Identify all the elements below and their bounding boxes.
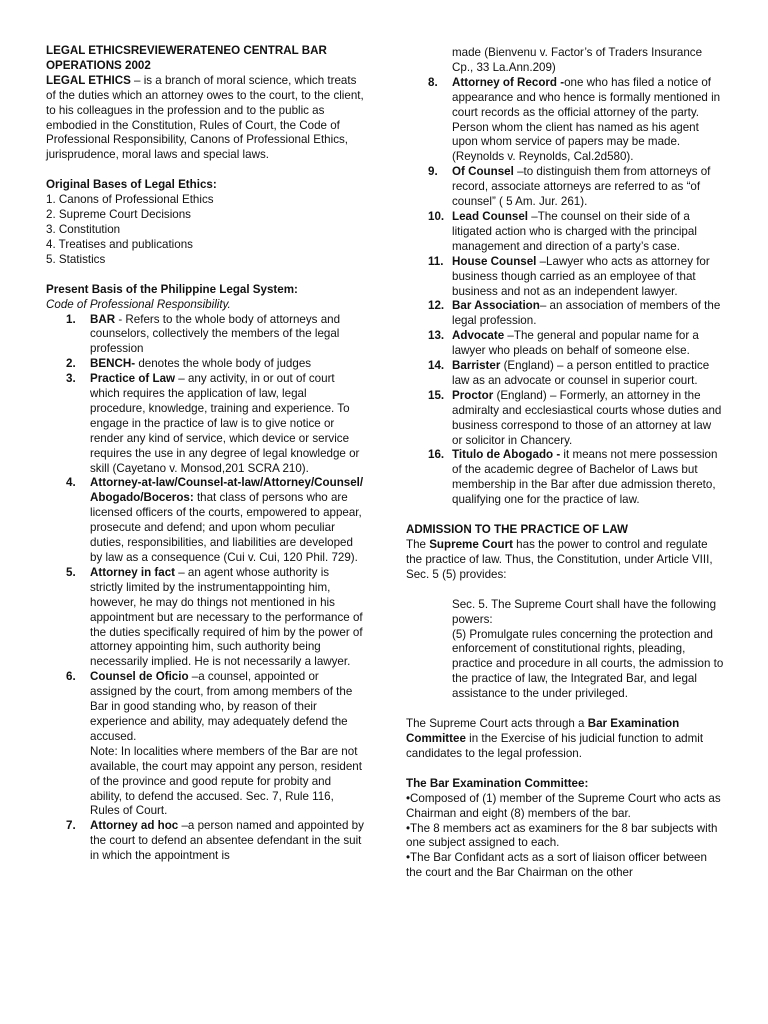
quote-line: (5) Promulgate rules concerning the protection and enforcement of constitutional rights, pleading, practice and procedure in all courts, the admission to the practice of law, the Integrated Bar, and legal assistance to the under privileged. — [452, 627, 724, 701]
definition-item — [46, 566, 364, 670]
definition-term: Counsel de Oficio — [90, 670, 189, 684]
item-number: 13. — [428, 329, 445, 343]
item-number: 12. — [428, 299, 445, 313]
definition-item — [46, 357, 364, 372]
definition-term: Lead Counsel — [452, 209, 529, 223]
original-basis-item: 1. Canons of Professional Ethics — [46, 193, 214, 207]
item-number: 8. — [428, 75, 438, 89]
committee-bullet: •Composed of (1) member of the Supreme Court who acts as Chairman and eight (8) members of the bar. — [406, 791, 721, 820]
definition-text: (England) – Formerly, an attorney in the admiralty and ecclesiastical courts whose duties and business correspond to those of an attorney at law or solicitor in Chancery. — [452, 388, 722, 447]
original-basis-item: 3. Constitution — [46, 222, 121, 236]
definition-term: Barrister — [452, 359, 501, 373]
definition-term: Titulo de Abogado - — [452, 448, 561, 462]
item-number: 15. — [428, 388, 445, 402]
definition-item — [406, 165, 724, 210]
legal-ethics-text: – is a branch of moral science, which treats of the duties which an attorney owes to the court, to the client, to his colleagues in the profession and to the public as embodied in the Constitution, Rules of Court, the Code of Professional Responsibility, Canons of Professional Ethics, jurisprudence, moral laws and special laws. — [46, 73, 364, 162]
left-column — [46, 44, 364, 864]
definition-item — [46, 476, 364, 565]
admission-text: The — [406, 538, 430, 551]
definition-text: –The counsel on their side of a litigated action who is charged with the principal management and direction of a party’s case. — [452, 209, 697, 253]
admission-paragraph — [406, 538, 724, 583]
quote-line: Sec. 5. The Supreme Court shall have the following powers: — [452, 597, 717, 626]
item-number: 9. — [428, 165, 438, 179]
definition-text: – an agent whose authority is strictly limited by the instrumentappointing him, however, he may do things not mentioned in his appointment but are necessary to the performance of the duties specifically required of him by the power of attorney appointing him, such authority being necessarily implied. He is not necessarily a lawyer. — [90, 565, 363, 669]
definition-item — [46, 670, 364, 819]
legal-ethics-definition — [46, 74, 364, 163]
definition-item — [406, 76, 724, 165]
definition-term: Advocate — [452, 329, 505, 343]
definition-text: - Refers to the whole body of attorneys and counselors, collectively the members of the legal profession — [90, 312, 341, 356]
definition-text: it means not mere possession of the academic degree of Bachelor of Laws but membership in the Bar after due admission thereto, qualifying one for the practice of law. — [452, 448, 718, 507]
definition-term: Bar Association — [452, 299, 540, 313]
definition-term: House Counsel — [452, 254, 537, 268]
definition-term: BAR — [90, 312, 116, 326]
committee-term: Bar Examination Committee — [406, 717, 680, 745]
item-number: 16. — [428, 448, 445, 462]
item-number: 1. — [66, 312, 76, 326]
item-number: 11. — [428, 254, 444, 268]
committee-text: in the Exercise of his judicial function to admit candidates to the legal profession. — [406, 731, 704, 760]
definition-term: Proctor — [452, 388, 494, 402]
definition-item — [46, 372, 364, 476]
definition-text: denotes the whole body of judges — [135, 357, 312, 371]
definition-item — [406, 359, 724, 389]
legal-ethics-term: LEGAL ETHICS — [46, 73, 131, 87]
original-basis-item: 2. Supreme Court Decisions — [46, 208, 191, 222]
definition-term: Attorney in fact — [90, 565, 176, 579]
item-number: 14. — [428, 359, 445, 373]
definition-item — [46, 313, 364, 358]
definition-item — [46, 819, 364, 864]
definition-text: (England) – a person entitled to practice law as an advocate or counsel in superior court. — [452, 359, 710, 387]
definition-note: Note: In localities where members of the Bar are not available, the court may appoint any person, resident of the province and good repute for probity and ability, to defend the accused. Sec. 7, Rule 116, Rules of Court. — [90, 744, 362, 818]
item-number: 3. — [66, 372, 76, 386]
admission-heading: ADMISSION TO THE PRACTICE OF LAW — [406, 523, 629, 537]
definition-item — [406, 329, 724, 359]
item-number: 7. — [66, 819, 76, 833]
item-number: 10. — [428, 209, 445, 223]
committee-paragraph — [406, 717, 724, 762]
definition-text: – any activity, in or out of court which requires the application of law, legal procedure, knowledge, training and experience. To engage in the practice of law is to give notice or render any kind of service, which device or service requires the use in any degree of legal knowledge or skill (Cayetano v. Monsod,201 SCRA 210). — [90, 372, 360, 475]
definition-term: Of Counsel — [452, 165, 514, 179]
definition-text: –a counsel, appointed or assigned by the court, from among members of the Bar in good standing who, by reason of their experience and ability, may adequately defend the accused. — [90, 670, 353, 743]
item-number: 4. — [66, 476, 76, 490]
original-basis-item: 5. Statistics — [46, 252, 106, 266]
committee-bullet: •The Bar Confidant acts as a sort of liaison officer between the court and the Bar Chairman on the other — [406, 851, 707, 880]
document-title-line2: OPERATIONS 2002 — [46, 58, 151, 72]
item-number: 6. — [66, 670, 76, 684]
definition-item — [406, 299, 724, 329]
definition-term: Attorney ad hoc — [90, 819, 179, 833]
document-title-line1: LEGAL ETHICSREVIEWERATENEO CENTRAL BAR — [46, 44, 327, 57]
present-basis-heading: Present Basis of the Philippine Legal System: — [46, 282, 298, 296]
definition-text: that class of persons who are licensed officers of the courts, empowered to appear, prosecute and defend; and upon whom peculiar duties, responsibilities, and liabilities are developed by law as a consequence (Cui v. Cui, 120 Phil. 729). — [90, 491, 362, 564]
definition-term: BENCH- — [90, 357, 136, 371]
definition-text: – an association of members of the legal profession. — [452, 299, 721, 328]
original-basis-item: 4. Treatises and publications — [46, 237, 193, 251]
definition-term: Attorney of Record - — [452, 75, 565, 89]
definition-term: Practice of Law — [90, 372, 176, 386]
admission-text: has the power to control and regulate the practice of law. Thus, the Constitution, under Article VIII, Sec. 5 (5) provides: — [406, 538, 713, 581]
definition-text: –Lawyer who acts as attorney for business though carried as an employee of that business and not as an independent lawyer. — [452, 254, 710, 298]
definition-text: –to distinguish them from attorneys of record, associate attorneys are referred to as “of counsel” ( 5 Am. Jur. 261). — [452, 165, 711, 209]
supreme-court-term: Supreme Court — [429, 538, 513, 551]
definition-text: –The general and popular name for a lawyer who pleads on behalf of someone else. — [452, 329, 699, 358]
definition-text: –a person named and appointed by the court to defend an absentee defendant in the suit in which the appointment is — [90, 819, 364, 863]
item-number: 5. — [66, 565, 76, 579]
definition-item — [406, 389, 724, 449]
definition-term: Attorney-at-law/Counsel-at-law/Attorney/Counsel/ Abogado/Boceros: — [90, 476, 364, 505]
right-column — [406, 46, 724, 881]
definitions-list-left — [46, 313, 364, 865]
definition-item — [406, 448, 724, 508]
item-number: 2. — [66, 357, 76, 371]
committee-text: The Supreme Court acts through a — [406, 717, 588, 731]
definition-item — [406, 255, 724, 300]
committee-heading: The Bar Examination Committee: — [406, 776, 589, 790]
definition-text: one who has filed a notice of appearance and who hence is formally mentioned in court records as the official attorney of the party. Person whom the client has named as his agent upon whom service of papers may be made. (Reynolds v. Reynolds, Cal.2d580). — [452, 75, 721, 164]
committee-bullet: •The 8 members act as examiners for the 8 bar subjects with one subject assigned to each. — [406, 821, 718, 850]
definitions-list-right — [406, 76, 724, 508]
definition-item — [406, 210, 724, 255]
continuation-text: made (Bienvenu v. Factor’s of Traders Insurance Cp., 33 La.Ann.209) — [452, 46, 703, 74]
constitution-quote — [406, 598, 724, 702]
present-basis-subheading: Code of Professional Responsibility. — [46, 297, 231, 311]
original-bases-heading: Original Bases of Legal Ethics: — [46, 178, 217, 192]
